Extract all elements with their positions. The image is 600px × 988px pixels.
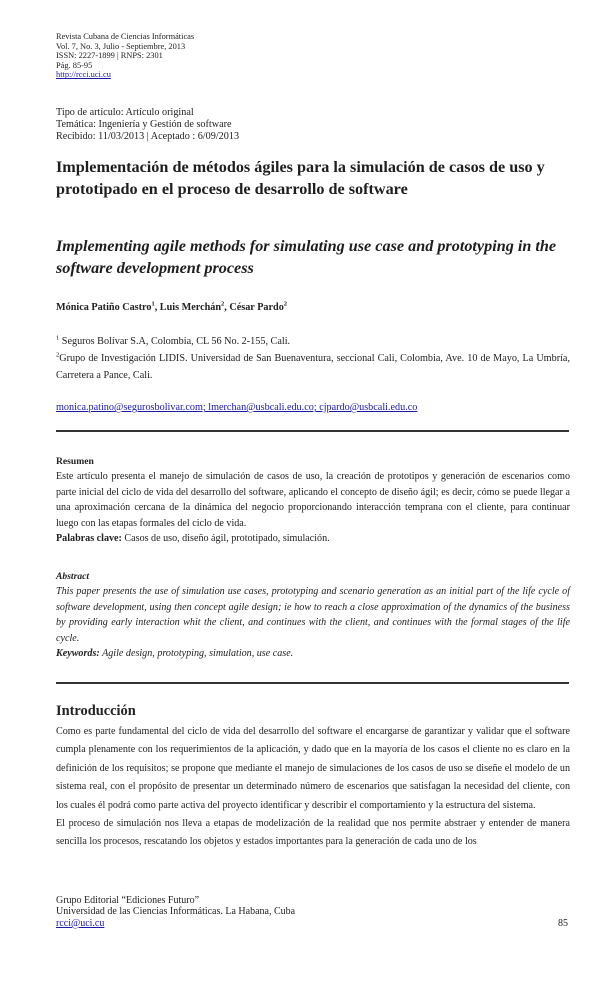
keywords-label: Palabras clave:	[56, 533, 122, 545]
article-type: Tipo de artículo: Artículo original	[56, 107, 194, 118]
author-emails-link[interactable]: monica.patino@segurosbolivar.com; lmerchan@usbcali.edu.co; cjpardo@usbcali.edu.co	[56, 402, 418, 413]
keywords-value: Casos de uso, diseño ágil, prototipado, simulación.	[124, 533, 330, 545]
resumen-keywords	[56, 531, 570, 547]
author-sup: 2	[221, 300, 225, 308]
affiliation-sup: 2	[56, 351, 60, 359]
keywords-value: Agile design, prototyping, simulation, use case.	[102, 648, 294, 660]
affiliation-item	[56, 333, 570, 350]
author-name: Luis Merchán	[159, 302, 222, 313]
keywords-label: Keywords:	[56, 648, 100, 660]
journal-pages: Pág. 85-95	[56, 60, 93, 70]
article-theme: Temática: Ingeniería y Gestión de software	[56, 119, 232, 131]
abstract-text: This paper presents the use of simulation use cases, prototyping and scenario generation as an initial part of the life cycle of software development, using then concept agile design; ie how to reach a close approximation of the dynamics of the business by providing early interaction whit the client, and continues with the client, and continues with the formal stages of the life cycle.	[56, 586, 570, 644]
article-meta	[56, 107, 239, 144]
intro-paragraph: El proceso de simulación nos lleva a etapas de modelización de la realidad que nos permite abstraer y entender de manera sencilla los procesos, rescatando los objetos y estados importantes para la generación de cada uno de los	[56, 818, 570, 848]
author-sup: 1	[151, 300, 155, 308]
divider	[56, 682, 569, 684]
affiliation-item	[56, 350, 570, 384]
title-spanish: Implementación de métodos ágiles para la simulación de casos de uso y prototipado en el proceso de desarrollo de software	[56, 158, 545, 198]
journal-volume: Vol. 7, No. 3, Julio - Septiembre, 2013	[56, 41, 186, 51]
title-english: Implementing agile methods for simulating use case and prototyping in the software development process	[56, 237, 557, 277]
article-dates: Recibido: 11/03/2013 | Aceptado : 6/09/2013	[56, 131, 240, 143]
affiliation-text: Grupo de Investigación LIDIS. Universidad de San Buenaventura, seccional Cali, Colombia, Ave. 10 de Mayo, La Umbría, Carretera a Pance, Cali.	[56, 353, 570, 381]
author-separator: ,	[154, 302, 160, 313]
affiliation-text: Seguros Bolívar S.A, Colombia, CL 56 No. 2-155, Cali.	[61, 336, 291, 347]
author-sup: 2	[283, 300, 288, 308]
journal-name: Revista Cubana de Ciencias Informáticas	[56, 32, 195, 41]
page-number: 85	[558, 918, 568, 929]
abstract-section	[56, 571, 570, 662]
resumen-section	[56, 456, 570, 547]
intro-heading: Introducción	[56, 703, 136, 719]
journal-issn: ISSN: 2227-1899 | RNPS: 2301	[56, 51, 163, 61]
abstract-keywords	[56, 646, 570, 662]
intro-body	[56, 723, 570, 852]
author-name: Mónica Patiño Castro	[56, 302, 152, 313]
journal-url-link[interactable]: http://rcci.uci.cu	[56, 70, 111, 80]
page-footer	[56, 895, 295, 929]
footer-university: Universidad de las Ciencias Informáticas. La Habana, Cuba	[56, 906, 296, 918]
footer-publisher: Grupo Editorial “Ediciones Futuro”	[56, 895, 200, 906]
journal-header	[56, 32, 194, 80]
divider	[56, 430, 569, 432]
resumen-text: Este artículo presenta el manejo de simulación de casos de uso, la creación de prototipos y generación de escenarios como parte inicial del ciclo de vida del desarrollo del software, aplicando el concepto de diseño ágil; es decir, cómo se puede llegar a una aproximación cercana de la dinámica del negocio proporcionando interacción temprana con el cliente, para continuar luego con las etapas formales del ciclo de vida.	[56, 471, 570, 529]
abstract-title: Abstract	[56, 571, 90, 582]
affiliation-sup: 1	[56, 334, 60, 342]
author-name: César Pardo	[229, 302, 284, 313]
author-separator: ,	[224, 302, 230, 313]
intro-paragraph: Como es parte fundamental del ciclo de vida del desarrollo del software el encargarse de garantizar y validar que el software cumpla plenamente con los requerimientos de la aplicación, y dado que en la mayoría de los casos el cliente no es claro en la definición de los requisitos; se propone que mediante el manejo de simulaciones de los casos de uso se diseñe el modelo de un sistema real, con el propósito de presentar un determinado número de escenarios que satisfagan la necesidad del cliente, con los cuales él podrá como parte activa del proyecto identificar y describir el comportamiento y la estructura del sistema.	[56, 726, 570, 811]
author-list	[56, 302, 287, 313]
footer-email-link[interactable]: rcci@uci.cu	[56, 917, 105, 929]
affiliations	[56, 333, 570, 384]
resumen-title: Resumen	[56, 456, 94, 467]
